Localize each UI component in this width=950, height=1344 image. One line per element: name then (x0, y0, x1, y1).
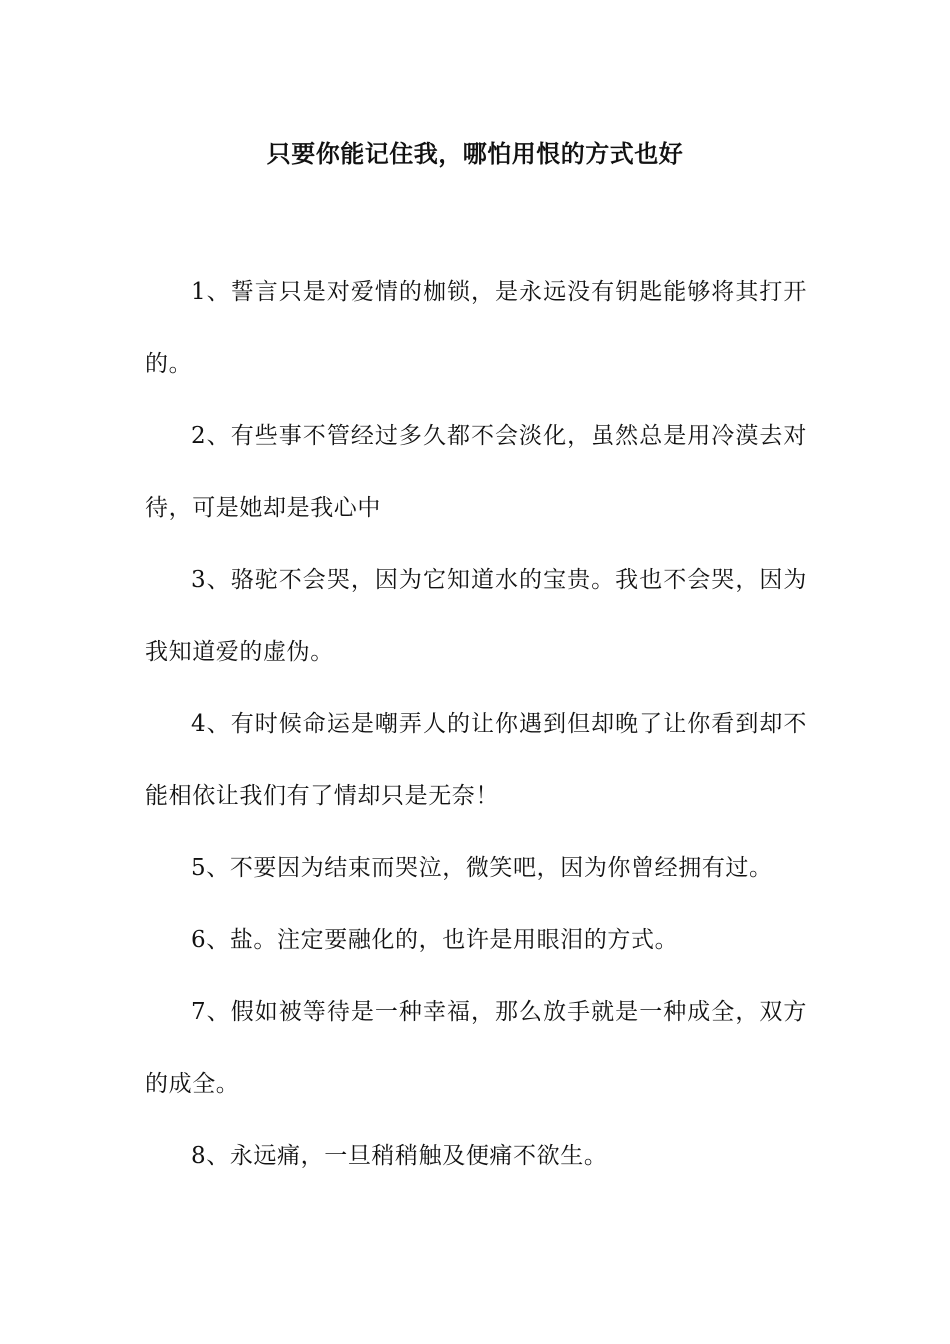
paragraph-6: 6、盐。注定要融化的，也许是用眼泪的方式。 (191, 927, 679, 953)
document-body (145, 256, 807, 1192)
page-title: 只要你能记住我，哪怕用恨的方式也好 (266, 140, 684, 168)
paragraph-1: 1、誓言只是对爱情的枷锁，是永远没有钥匙能够将其打开的。 (145, 279, 807, 377)
paragraph-5: 5、不要因为结束而哭泣，微笑吧，因为你曾经拥有过。 (191, 855, 773, 881)
paragraph-7: 7、假如被等待是一种幸福，那么放手就是一种成全，双方的成全。 (145, 999, 807, 1097)
paragraph-2: 2、有些事不管经过多久都不会淡化，虽然总是用冷漠去对待，可是她却是我心中 (145, 423, 807, 521)
paragraph-4: 4、有时候命运是嘲弄人的让你遇到但却晚了让你看到却不能相依让我们有了情却只是无奈！ (145, 711, 807, 809)
paragraph-3: 3、骆驼不会哭，因为它知道水的宝贵。我也不会哭，因为我知道爱的虚伪。 (145, 567, 807, 665)
paragraph-8: 8、永远痛，一旦稍稍触及便痛不欲生。 (191, 1143, 608, 1169)
